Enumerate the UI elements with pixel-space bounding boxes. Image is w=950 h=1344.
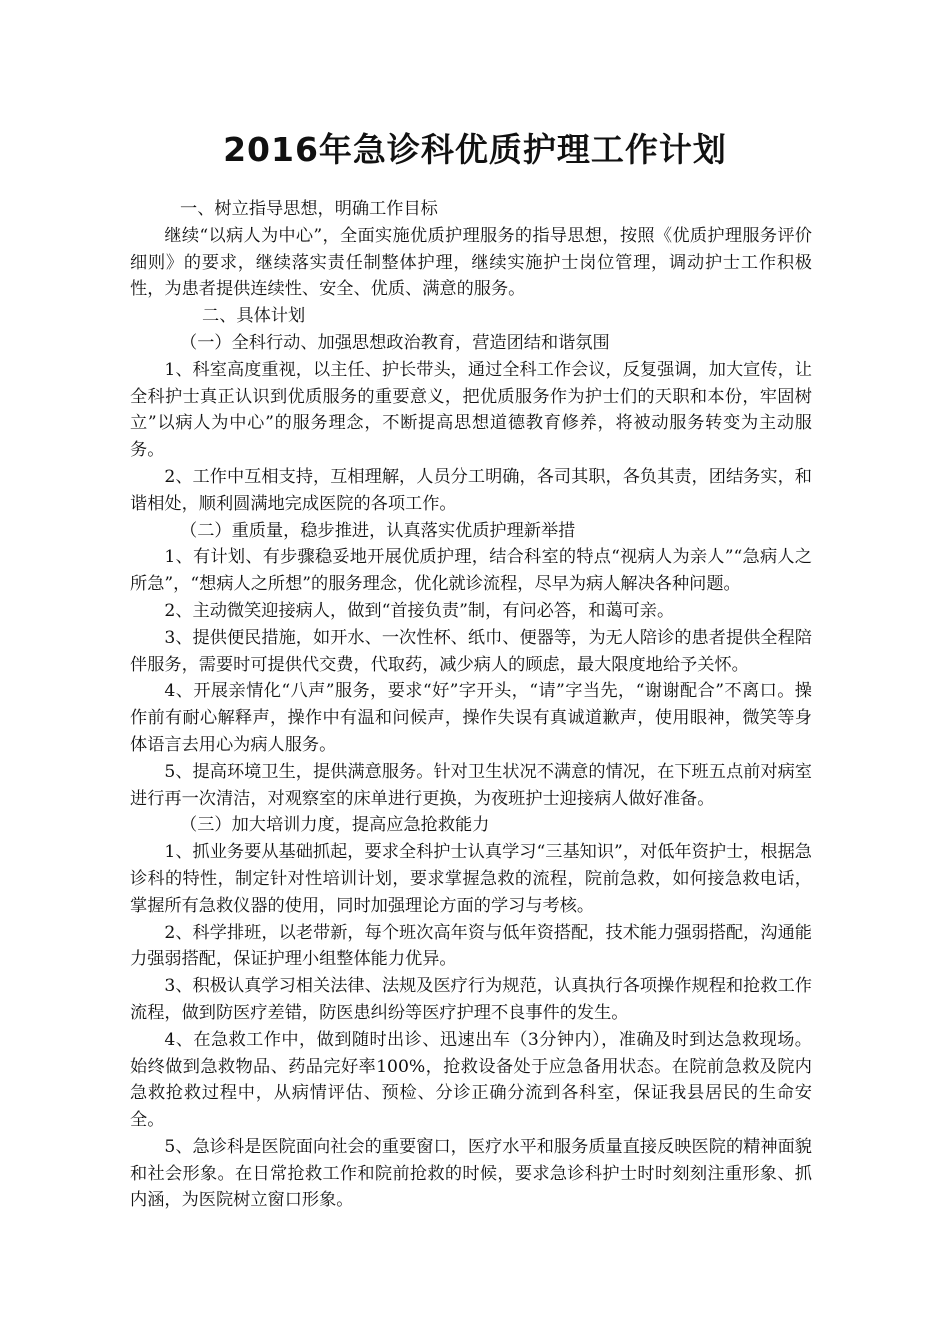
paragraph: 5、提高环境卫生，提供满意服务。针对卫生状况不满意的情况，在下班五点前对病室进行再一次清洁，对观察室的床单进行更换，为夜班护士迎接病人做好准备。: [130, 761, 812, 809]
paragraph: 1、有计划、有步骤稳妥地开展优质护理，结合科室的特点“视病人为亲人”“急病人之所急”，“想病人之所想”的服务理念，优化就诊流程，尽早为病人解决各种问题。: [130, 547, 812, 595]
document-body: [130, 196, 812, 1214]
paragraph: 2、主动微笑迎接病人，做到“首接负责”制，有问必答，和蔼可亲。: [164, 600, 675, 621]
subsection-heading: （一）全科行动、加强思想政治教育，营造团结和谐氛围: [180, 332, 610, 353]
paragraph: 1、抓业务要从基础抓起，要求全科护士认真学习“三基知识”，对低年资护士，根据急诊科的特性，制定针对性培训计划，要求掌握急救的流程，院前急救，如何接急救电话，掌握所有急救仪器的使用，同时加强理论方面的学习与考核。: [130, 842, 812, 916]
section-heading: 一、树立指导思想，明确工作目标: [180, 199, 438, 219]
subsection-heading: （二）重质量，稳步推进，认真落实优质护理新举措: [180, 520, 576, 541]
subsection-heading: （三）加大培训力度，提高应急抢救能力: [180, 815, 490, 836]
document-title: 2016年急诊科优质护理工作计划: [223, 130, 727, 169]
paragraph: 2、工作中互相支持，互相理解，人员分工明确，各司其职，各负其责，团结务实，和谐相处，顺利圆满地完成医院的各项工作。: [130, 466, 812, 514]
paragraph: 继续“以病人为中心”，全面实施优质护理服务的指导思想，按照《优质护理服务评价细则》的要求，继续落实责任制整体护理，继续实施护士岗位管理，调动护士工作积极性，为患者提供连续性、安全、优质、满意的服务。: [130, 225, 812, 300]
paragraph: 1、科室高度重视，以主任、护长带头，通过全科工作会议，反复强调，加大宣传，让全科护士真正认识到优质服务的重要意义，把优质服务作为护士们的天职和本份，牢固树立”以病人为中心”的服务理念，不断提高思想道德教育修养，将被动服务转变为主动服务。: [130, 359, 812, 461]
paragraph: 3、积极认真学习相关法律、法规及医疗行为规范，认真执行各项操作规程和抢救工作流程，做到防医疗差错，防医患纠纷等医疗护理不良事件的发生。: [130, 976, 812, 1023]
paragraph: 3、提供便民措施，如开水、一次性杯、纸巾、便器等，为无人陪诊的患者提供全程陪伴服务，需要时可提供代交费，代取药，减少病人的顾虑，最大限度地给予关怀。: [130, 627, 812, 675]
paragraph: 4、在急救工作中，做到随时出诊、迅速出车（3分钟内），准确及时到达急救现场。始终做到急救物品、药品完好率100%，抢救设备处于应急备用状态。在院前急救及院内急救抢救过程中，从病情评估、预检、分诊正确分流到各科室，保证我县居民的生命安全。: [130, 1029, 812, 1131]
paragraph: 4、开展亲情化“八声”服务，要求“好”字开头，“请”字当先，“谢谢配合”不离口。操作前有耐心解释声，操作中有温和问候声，操作失误有真诚道歉声，使用眼神，微笑等身体语言去用心为病人服务。: [130, 681, 812, 755]
paragraph: 5、急诊科是医院面向社会的重要窗口，医疗水平和服务质量直接反映医院的精神面貌和社会形象。在日常抢救工作和院前抢救的时候，要求急诊科护士时时刻刻注重形象、抓内涵，为医院树立窗口形象。: [130, 1136, 812, 1211]
paragraph: 2、科学排班，以老带新，每个班次高年资与低年资搭配，技术能力强弱搭配，沟通能力强弱搭配，保证护理小组整体能力优异。: [130, 922, 812, 970]
section-heading: 二、具体计划: [202, 306, 306, 327]
